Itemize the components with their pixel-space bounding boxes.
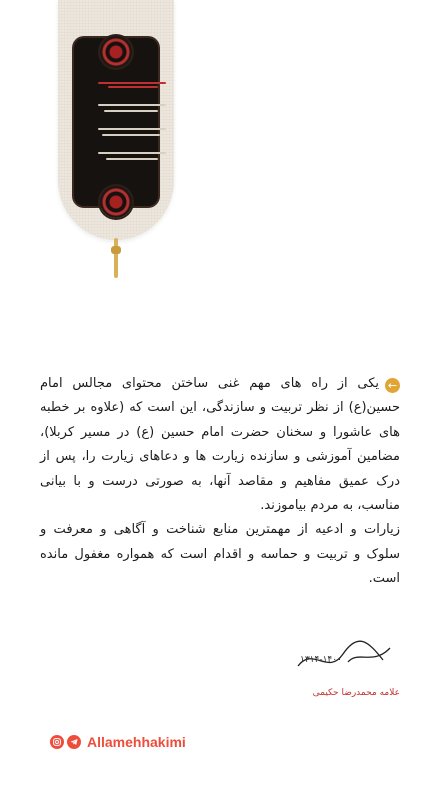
signature-name: علامه محمدرضا حکیمی	[312, 688, 400, 698]
calligraphy-line	[98, 152, 166, 154]
medallion-ornament	[100, 36, 132, 68]
calligraphy-line	[98, 128, 166, 130]
calligraphy-line	[98, 104, 166, 106]
arrow-left-circle-icon: ←	[385, 378, 400, 393]
quote-paragraph-1	[40, 372, 400, 518]
tassel-ornament	[114, 238, 118, 278]
instagram-icon[interactable]	[50, 735, 64, 749]
calligraphy-line	[102, 134, 160, 136]
quote-paragraph-2: زیارات و ادعیه از مهمترین منابع شناخت و آگاهی و معرفت و سلوک و تربیت و حماسه و اقدام است که همواره مغفول مانده است.	[40, 522, 400, 587]
calligraphy-line	[108, 86, 158, 88]
calligraphy-line	[106, 158, 158, 160]
quote-text-block	[40, 372, 400, 592]
social-handle[interactable]: Allamehhakimi	[87, 734, 186, 750]
calligraphy-line	[98, 82, 166, 84]
telegram-icon[interactable]	[67, 735, 81, 749]
social-footer	[50, 733, 186, 751]
medallion-ornament	[100, 186, 132, 218]
tassel-knot	[111, 246, 121, 254]
paragraph-1-text: یکی از راه های مهم غنی ساختن محتوای مجالس امام حسین(ع) از نظر تربیت و سازندگی، این است که (علاوه بر خطبه های عاشورا و سخنان حضرت امام حسین (ع) در مسیر کربلا)، مضامین آموزشی و سازنده زیارت ها و دعاهای زیارت را، پس از درک عمیق مفاهیم و مقاصد آنها، به صورتی درست و با بیانی مناسب، به مردم بیاموزند.	[40, 376, 400, 514]
calligraphy-banner-image	[58, 0, 174, 285]
signature-date: ۱۳۱۴-۱۴۰۰	[300, 655, 342, 665]
calligraphy-line	[104, 110, 158, 112]
